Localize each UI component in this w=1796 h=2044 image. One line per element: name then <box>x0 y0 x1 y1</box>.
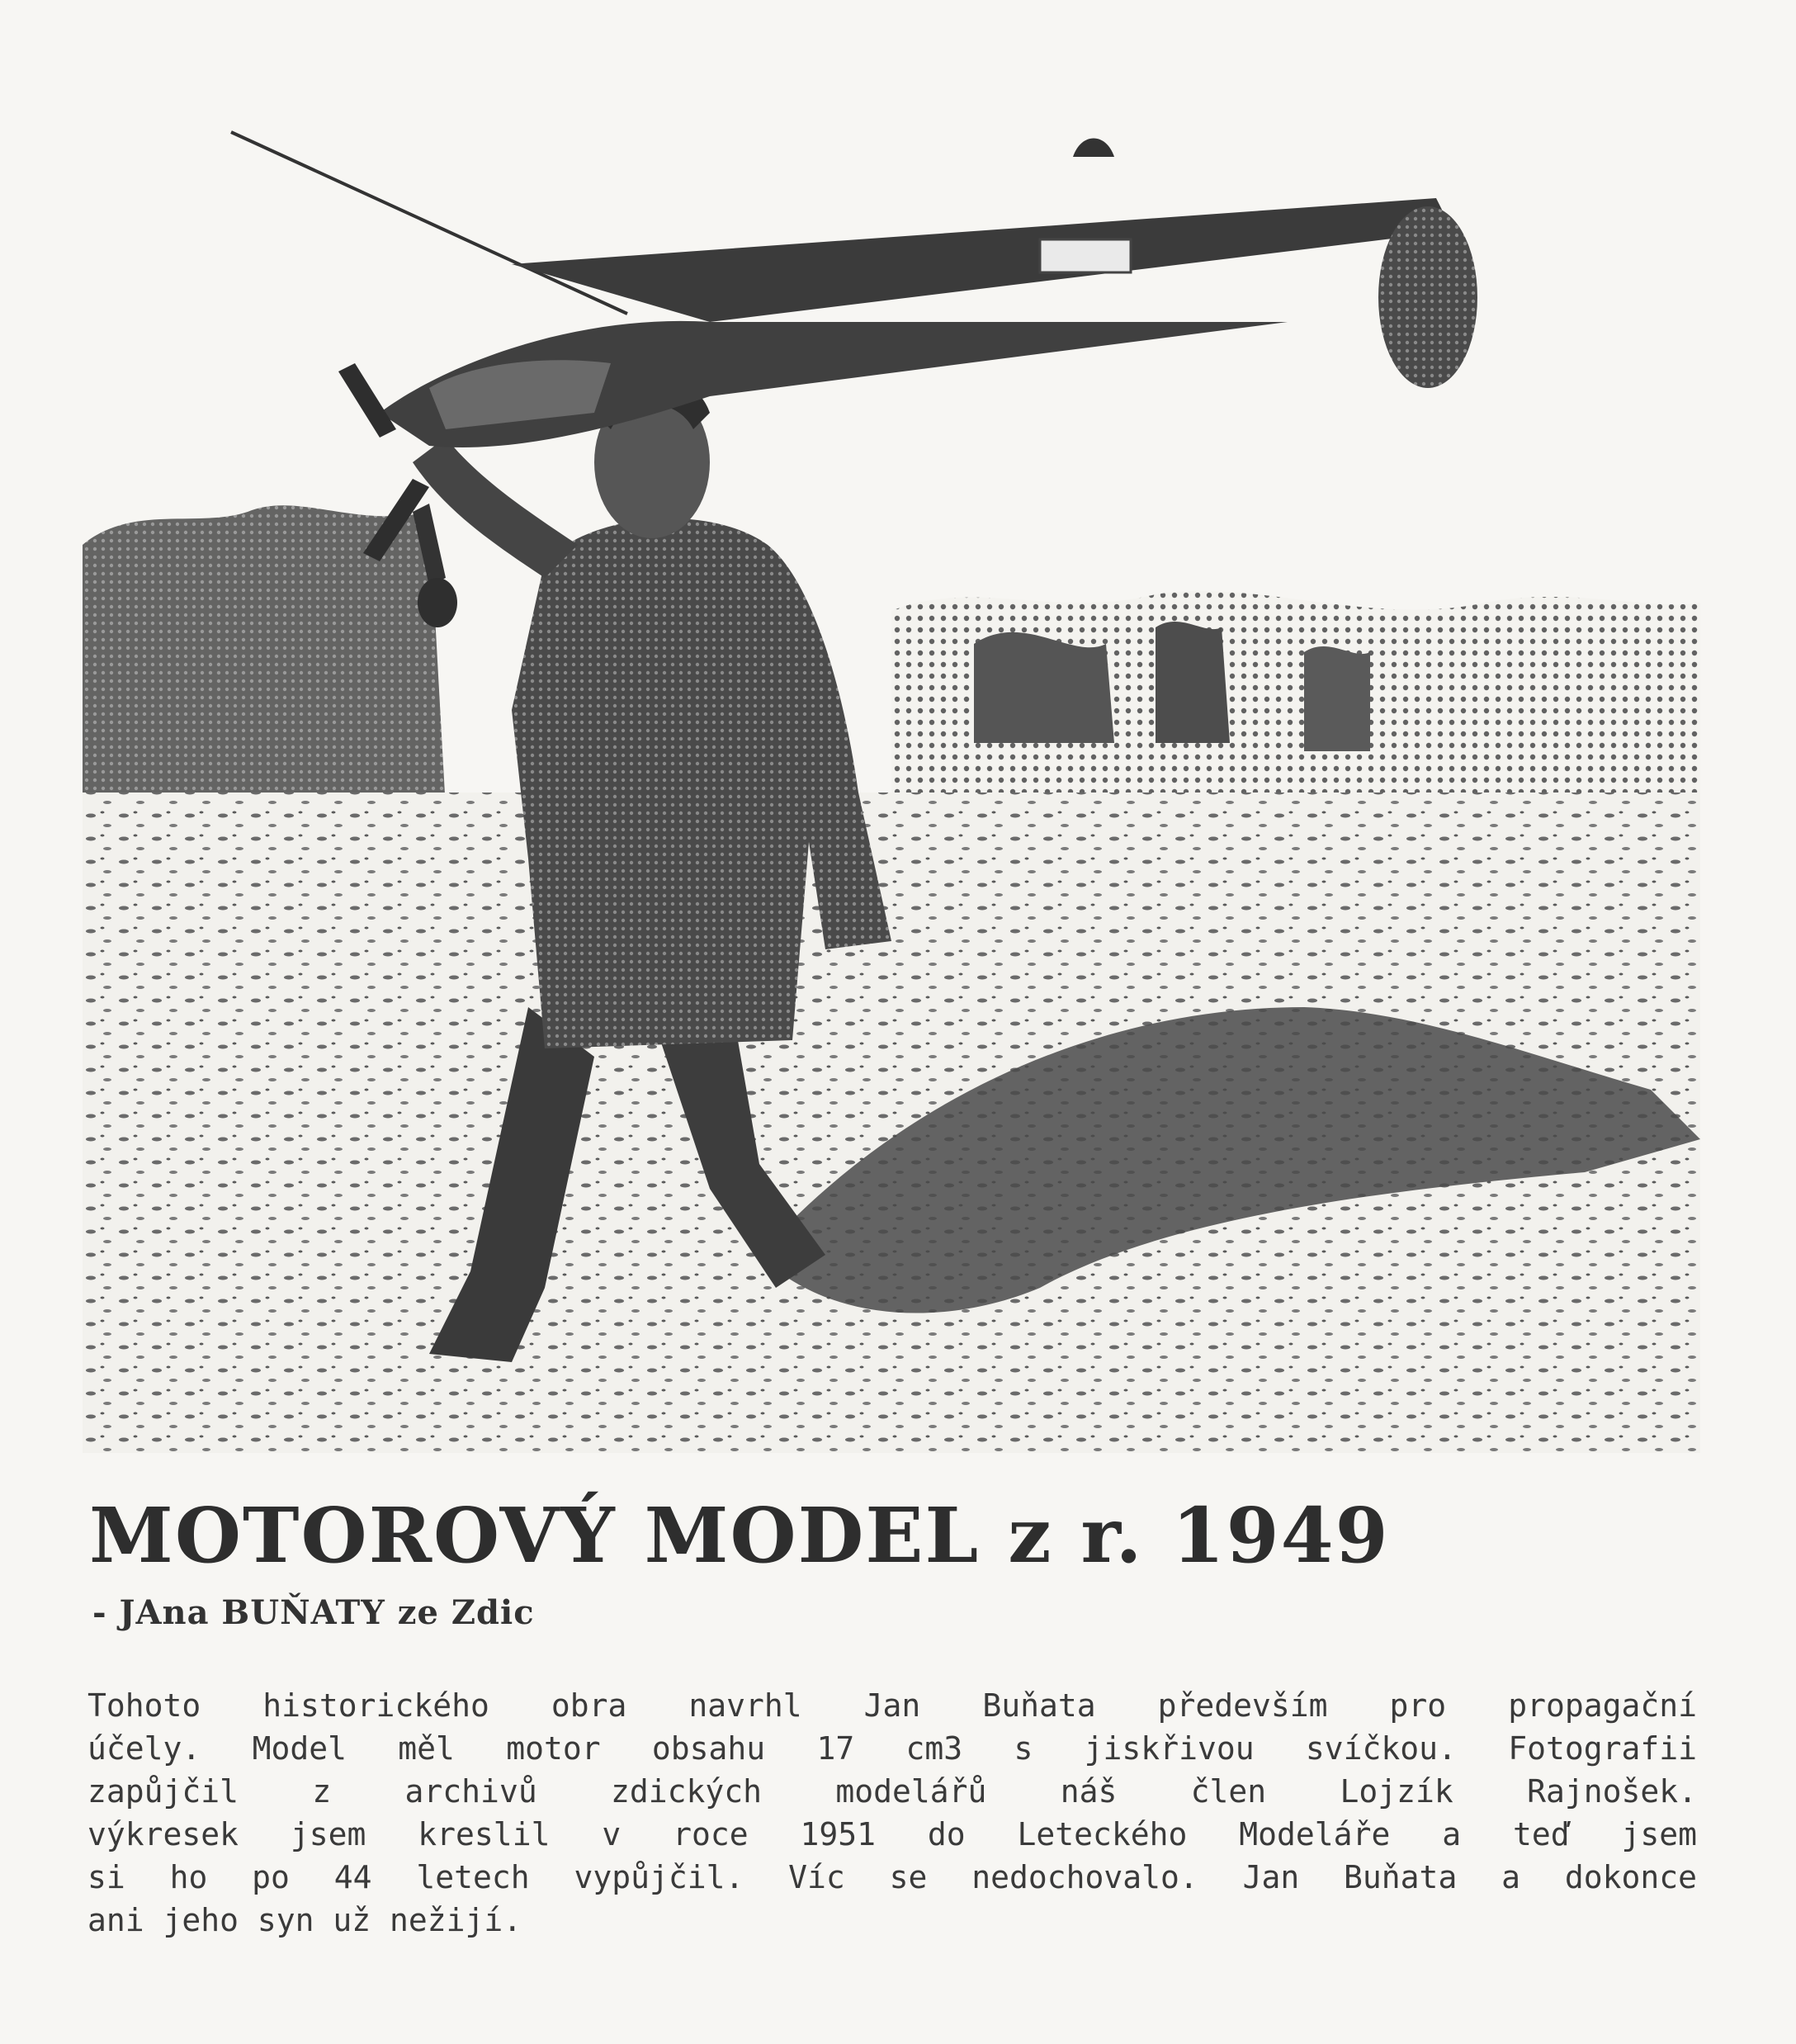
body-line: zapůjčil z archivů zdických modelářů náš člen Lojzík Rajnošek. <box>87 1773 1697 1810</box>
background-crowd <box>83 505 1700 826</box>
halftone-photo <box>83 116 1700 1453</box>
photo-illustration <box>83 116 1700 1453</box>
body-line: Tohoto historického obra navrhl Jan Buňata především pro propagační <box>87 1687 1697 1724</box>
article-subtitle: - JAna BUŇATY ze Zdic <box>92 1593 535 1632</box>
article-title: MOTOROVÝ MODEL z r. 1949 <box>89 1491 1390 1580</box>
body-line: si ho po 44 letech vypůjčil. Víc se nedochovalo. Jan Buňata a dokonce <box>87 1859 1697 1895</box>
body-line: účely. Model měl motor obsahu 17 cm3 s jiskřivou svíčkou. Fotografii <box>87 1730 1697 1767</box>
body-line: ani jeho syn už nežijí. <box>87 1902 522 1938</box>
body-line: výkresek jsem kreslil v roce 1951 do Leteckého Modeláře a teď jsem <box>87 1816 1697 1852</box>
article-body <box>87 1684 1697 1942</box>
